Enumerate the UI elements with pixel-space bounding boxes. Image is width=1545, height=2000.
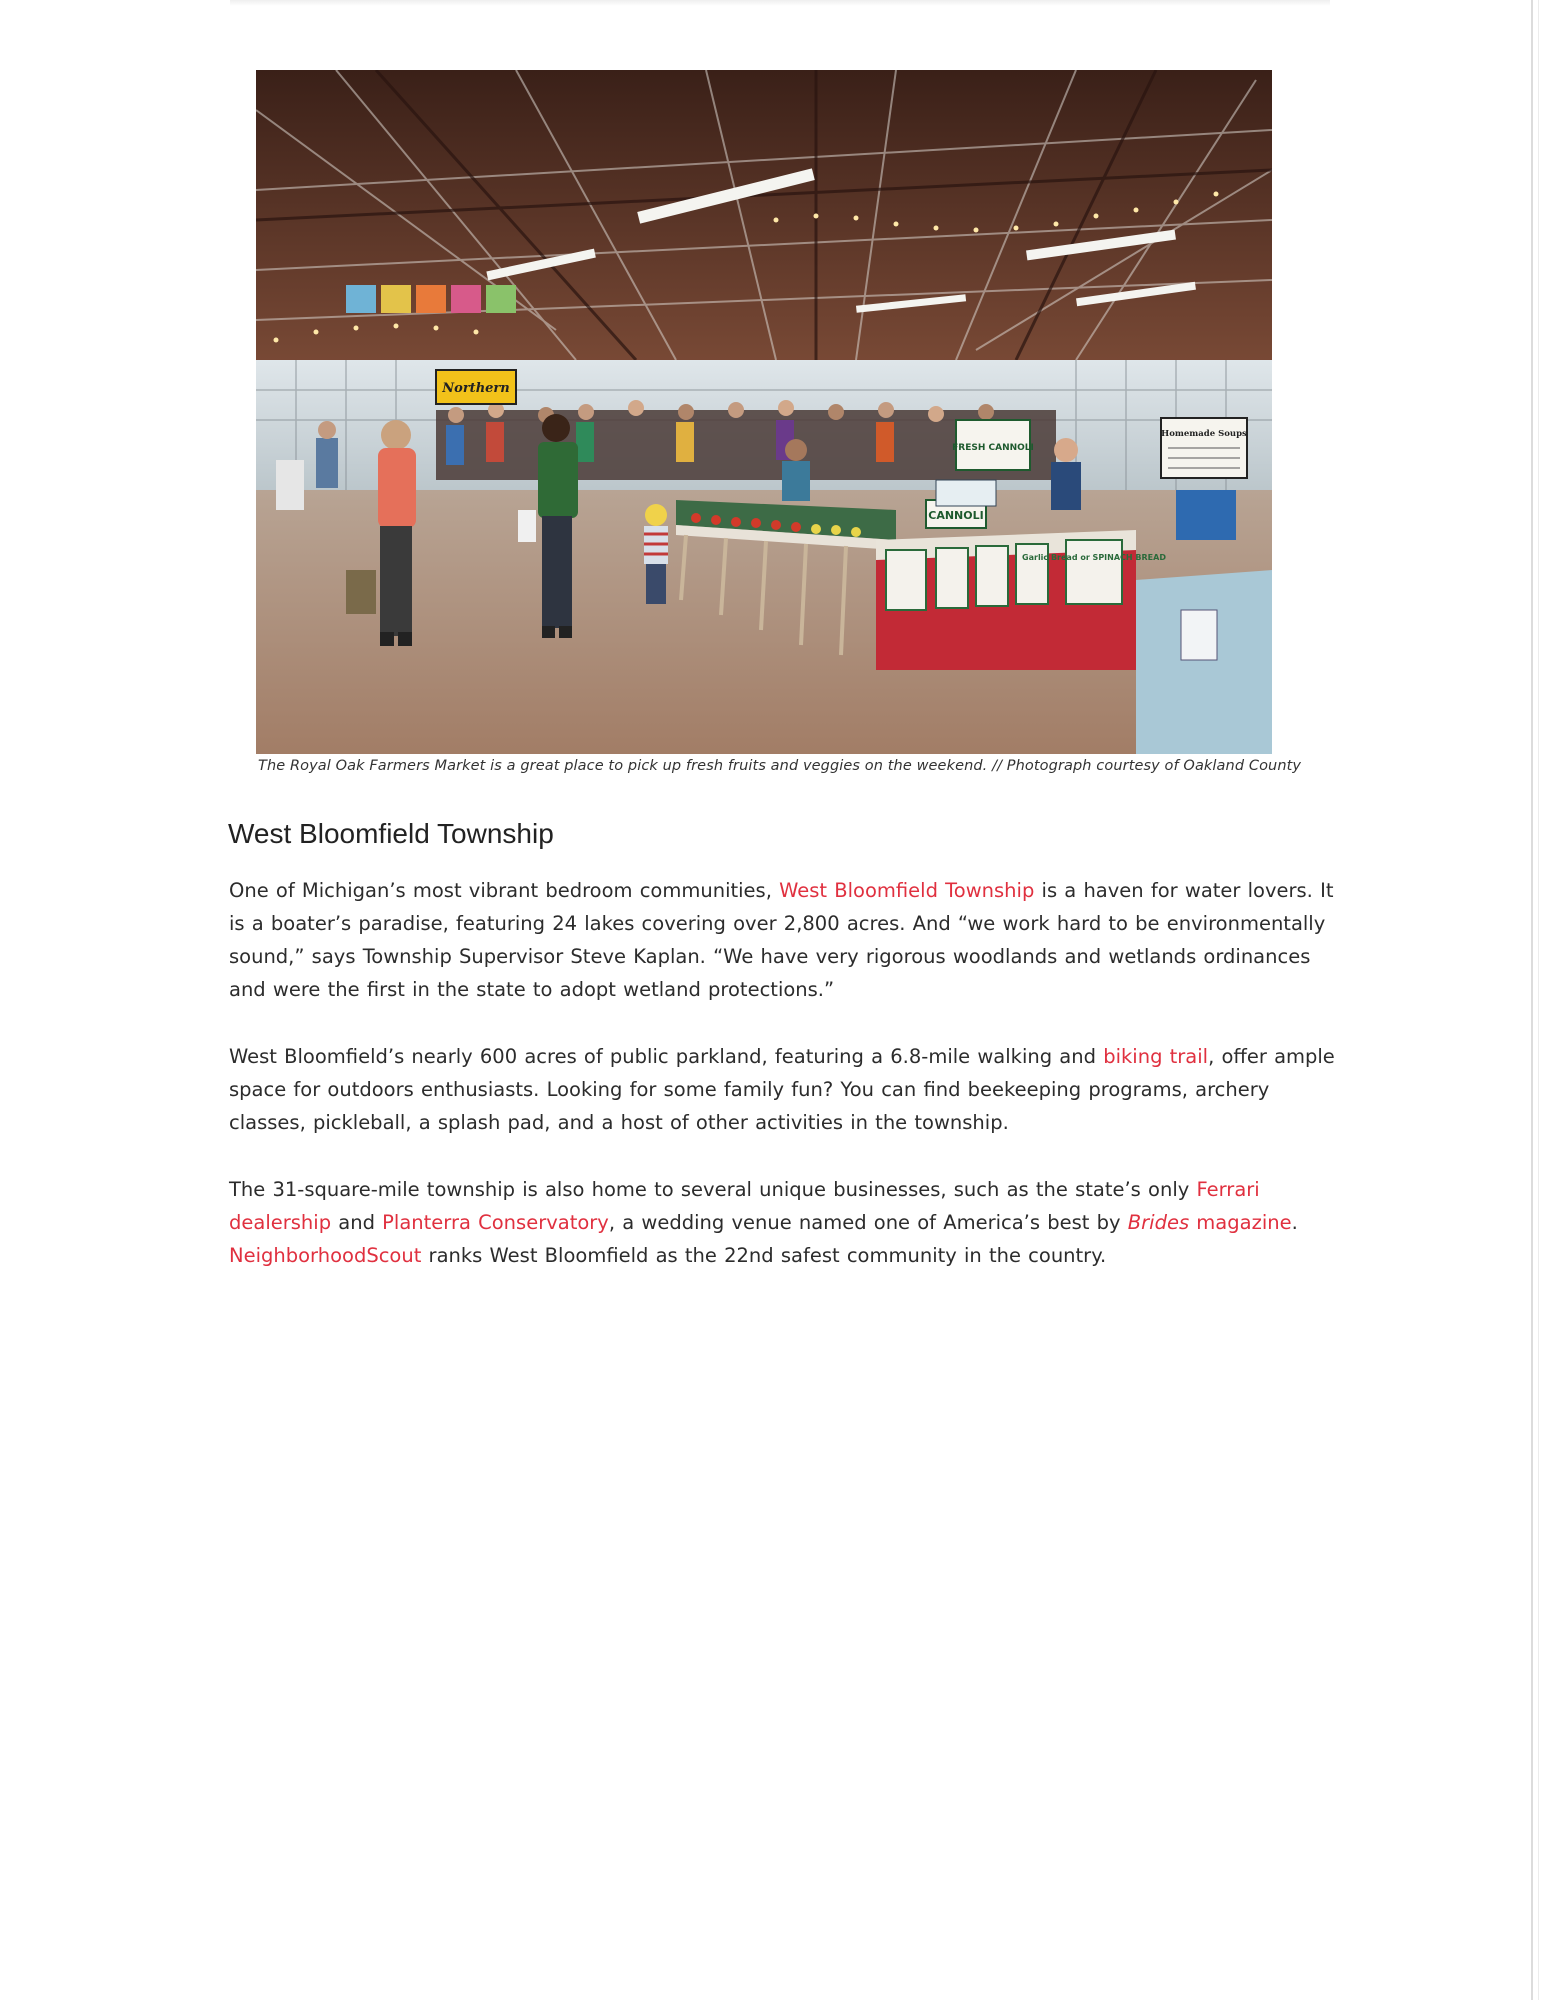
paragraph-line — [229, 1239, 1309, 1272]
text-run: The 31-square-mile township is also home to several unique businesses, such as the state’s only — [229, 1178, 1197, 1201]
ferrari-dealership-link[interactable]: Ferrari — [1196, 1178, 1260, 1201]
paragraph-line: space for outdoors enthusiasts. Looking for some family fun? You can find beekeeping programs, archery — [229, 1078, 1270, 1101]
paragraph-line — [229, 1173, 1309, 1206]
west-bloomfield-township-link[interactable]: West Bloomfield Township — [779, 879, 1035, 902]
paragraph-line — [229, 1040, 1335, 1073]
paragraph-line — [229, 1206, 1309, 1239]
scan-right-edge — [1531, 0, 1533, 2000]
homemade-soups-sign: Homemade Soups — [1161, 429, 1247, 439]
paragraph-3 — [229, 1173, 1309, 1272]
market-photo — [256, 70, 1272, 754]
text-run: One of Michigan’s most vibrant bedroom communities, — [229, 879, 780, 902]
neighborhoodscout-link[interactable]: NeighborhoodScout — [229, 1244, 422, 1267]
text-run: magazine — [1189, 1211, 1292, 1234]
brides-title: Brides — [1127, 1211, 1190, 1234]
text-run: West Bloomfield’s nearly 600 acres of public parkland, featuring a 6.8-mile walking and — [229, 1045, 1104, 1068]
market-photo-illustration — [256, 70, 1272, 754]
northern-sign: Northern — [442, 381, 510, 396]
paragraph-2 — [229, 1040, 1335, 1139]
paragraph-1 — [229, 874, 1334, 1006]
fresh-cannoli-sign: FRESH CANNOLI — [952, 443, 1034, 453]
paragraph-line — [229, 874, 1334, 907]
photo-caption: The Royal Oak Farmers Market is a great place to pick up fresh fruits and veggies on the weekend. // Photograph courtesy of Oakland County — [258, 758, 1302, 774]
text-run: . — [1291, 1211, 1298, 1234]
scan-right-edge-shadow — [1538, 0, 1539, 2000]
paragraph-line: sound,” says Township Supervisor Steve Kaplan. “We have very rigorous woodlands and wetlands ordinances — [229, 945, 1311, 968]
brides-magazine-link[interactable] — [1128, 1211, 1292, 1234]
text-run: is a haven for water lovers. It — [1034, 879, 1334, 902]
text-run: , offer ample — [1208, 1045, 1335, 1068]
paragraph-line: and were the first in the state to adopt wetland protections.” — [229, 978, 835, 1001]
planterra-conservatory-link[interactable]: Planterra Conservatory — [382, 1211, 609, 1234]
cannoli-sign: CANNOLI — [928, 509, 984, 522]
text-run: ranks West Bloomfield as the 22nd safest community in the country. — [421, 1244, 1107, 1267]
paragraph-line: is a boater’s paradise, featuring 24 lakes covering over 2,800 acres. And “we work hard to be environmentally — [229, 912, 1326, 935]
ferrari-dealership-link-cont[interactable]: dealership — [229, 1211, 332, 1234]
text-run: and — [331, 1211, 383, 1234]
paragraph-line: classes, pickleball, a splash pad, and a host of other activities in the township. — [229, 1111, 1009, 1134]
text-run: , a wedding venue named one of America’s best by — [608, 1211, 1128, 1234]
garlic-bread-sign: Garlic Bread or SPINACH BREAD — [1022, 553, 1166, 562]
scan-top-edge — [230, 0, 1330, 6]
biking-trail-link[interactable]: biking trail — [1103, 1045, 1209, 1068]
section-heading: West Bloomfield Township — [228, 818, 554, 849]
